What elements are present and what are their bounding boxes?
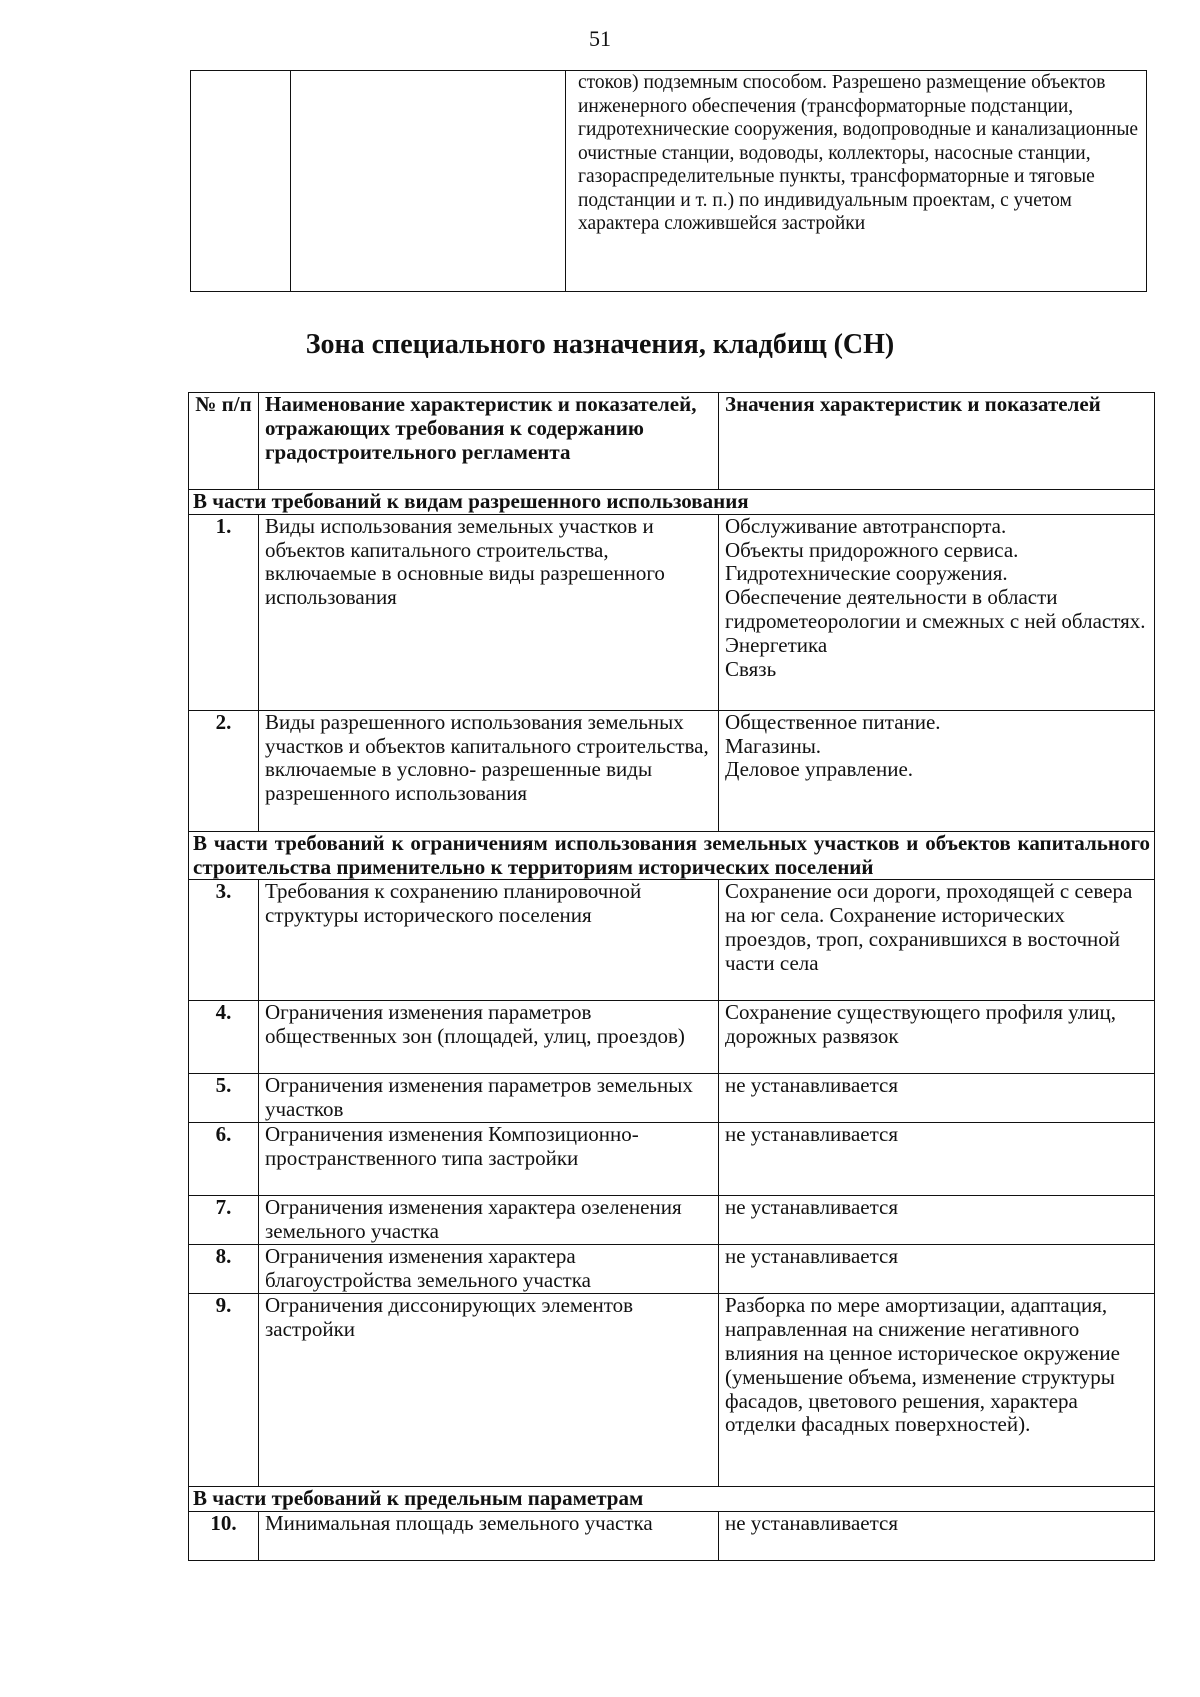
row-characteristic-value <box>719 1512 1155 1561</box>
header-num: № п/п <box>189 393 259 490</box>
row-characteristic-value <box>719 1001 1155 1074</box>
table-row <box>189 1294 1155 1487</box>
header-value: Значения характеристик и показателей <box>719 393 1155 490</box>
continuation-name-cell <box>291 71 566 292</box>
row-characteristic-value <box>719 710 1155 831</box>
page-number: 51 <box>589 26 611 51</box>
table-row <box>189 1245 1155 1294</box>
value-item: Сохранение оси дороги, проходящей с севера на юг села. Сохранение исторических проездов, троп, сохранившихся в восточной части села <box>725 879 1133 975</box>
row-characteristic-value <box>719 1245 1155 1294</box>
row-characteristic-name: Требования к сохранению планировочной структуры исторического поселения <box>259 880 719 1001</box>
value-item: не устанавливается <box>725 1122 898 1147</box>
header-name: Наименование характеристик и показателей, отражающих требования к содержанию градостроительного регламента <box>259 393 719 490</box>
table-row <box>189 1196 1155 1245</box>
value-item: Магазины. <box>725 733 822 758</box>
row-characteristic-value <box>719 1074 1155 1123</box>
row-characteristic-value <box>719 1294 1155 1487</box>
row-characteristic-name: Виды использования земельных участков и объектов капитального строительства, включаемые в основные виды разрешенного использования <box>259 514 719 710</box>
table-row <box>189 514 1155 710</box>
value-item: не устанавливается <box>725 1511 898 1536</box>
row-number: 4. <box>189 1001 259 1074</box>
section-title: Зона специального назначения, кладбищ (СН) <box>305 329 895 360</box>
row-number: 6. <box>189 1123 259 1196</box>
value-item: Разборка по мере амортизации, адаптация, направленная на снижение негативного влияния на ценное историческое окружение (уменьшение объема, изменение структуры фасадов, цветового решения, характера отделки фасадных поверхностей). <box>725 1293 1120 1437</box>
continuation-text: стоков) подземным способом. Разрешено размещение объектов инженерного обеспечения (трансформаторные подстанции, гидротехнические сооружения, водопроводные и канализационные очистные станции, водоводы, коллекторы, насосные станции, газораспределительные пункты, трансформаторные и тяговые подстанции и т. п.) по индивидуальным проектам, с учетом характера сложившейся застройки <box>566 71 1147 292</box>
continuation-row <box>191 71 1147 292</box>
row-characteristic-name: Ограничения изменения параметров земельных участков <box>259 1074 719 1123</box>
row-characteristic-name: Ограничения изменения характера озеленения земельного участка <box>259 1196 719 1245</box>
value-item: Общественное питание. <box>725 709 941 734</box>
continuation-table <box>190 70 1147 292</box>
regulation-table <box>188 392 1155 1561</box>
value-item: не устанавливается <box>725 1073 898 1098</box>
row-number: 8. <box>189 1245 259 1294</box>
row-number: 9. <box>189 1294 259 1487</box>
table-row <box>189 710 1155 831</box>
row-number: 7. <box>189 1196 259 1245</box>
value-item: не устанавливается <box>725 1244 898 1269</box>
row-number: 1. <box>189 514 259 710</box>
row-characteristic-value <box>719 880 1155 1001</box>
row-number: 10. <box>189 1512 259 1561</box>
value-item: Обеспечение деятельности в области гидрометеорологии и смежных с ней областях. <box>725 585 1146 633</box>
row-number: 3. <box>189 880 259 1001</box>
value-item: Сохранение существующего профиля улиц, дорожных развязок <box>725 1000 1116 1049</box>
section-heading-2: В части требований к ограничениям использования земельных участков и объектов капитального строительства применительно к территориям исторических поселений <box>189 831 1155 880</box>
value-item: Обслуживание автотранспорта. <box>725 513 1007 538</box>
row-characteristic-name: Ограничения изменения параметров общественных зон (площадей, улиц, проездов) <box>259 1001 719 1074</box>
value-item: Связь <box>725 656 777 681</box>
continuation-num-cell <box>191 71 291 292</box>
row-characteristic-name: Минимальная площадь земельного участка <box>259 1512 719 1561</box>
row-characteristic-name: Ограничения диссонирующих элементов застройки <box>259 1294 719 1487</box>
row-characteristic-name: Виды разрешенного использования земельных участков и объектов капитального строительства, включаемые в условно- разрешенные виды разрешенного использования <box>259 710 719 831</box>
row-characteristic-value <box>719 1123 1155 1196</box>
section-heading-1: В части требований к видам разрешенного использования <box>189 490 1155 515</box>
table-row <box>189 1074 1155 1123</box>
value-item: Энергетика <box>725 632 828 657</box>
row-characteristic-value <box>719 1196 1155 1245</box>
row-characteristic-name: Ограничения изменения Композиционно-пространственного типа застройки <box>259 1123 719 1196</box>
section-row <box>189 831 1155 880</box>
value-item: Деловое управление. <box>725 757 914 782</box>
section-row <box>189 490 1155 515</box>
row-characteristic-name: Ограничения изменения характера благоустройства земельного участка <box>259 1245 719 1294</box>
value-item: Гидротехнические сооружения. <box>725 561 1008 586</box>
row-number: 5. <box>189 1074 259 1123</box>
section-row <box>189 1487 1155 1512</box>
section-heading-3: В части требований к предельным параметрам <box>189 1487 1155 1512</box>
table-row <box>189 1512 1155 1561</box>
table-header-row <box>189 393 1155 490</box>
value-item: не устанавливается <box>725 1195 898 1220</box>
row-number: 2. <box>189 710 259 831</box>
table-row <box>189 1001 1155 1074</box>
table-row <box>189 1123 1155 1196</box>
value-item: Объекты придорожного сервиса. <box>725 537 1019 562</box>
table-row <box>189 880 1155 1001</box>
row-characteristic-value <box>719 514 1155 710</box>
